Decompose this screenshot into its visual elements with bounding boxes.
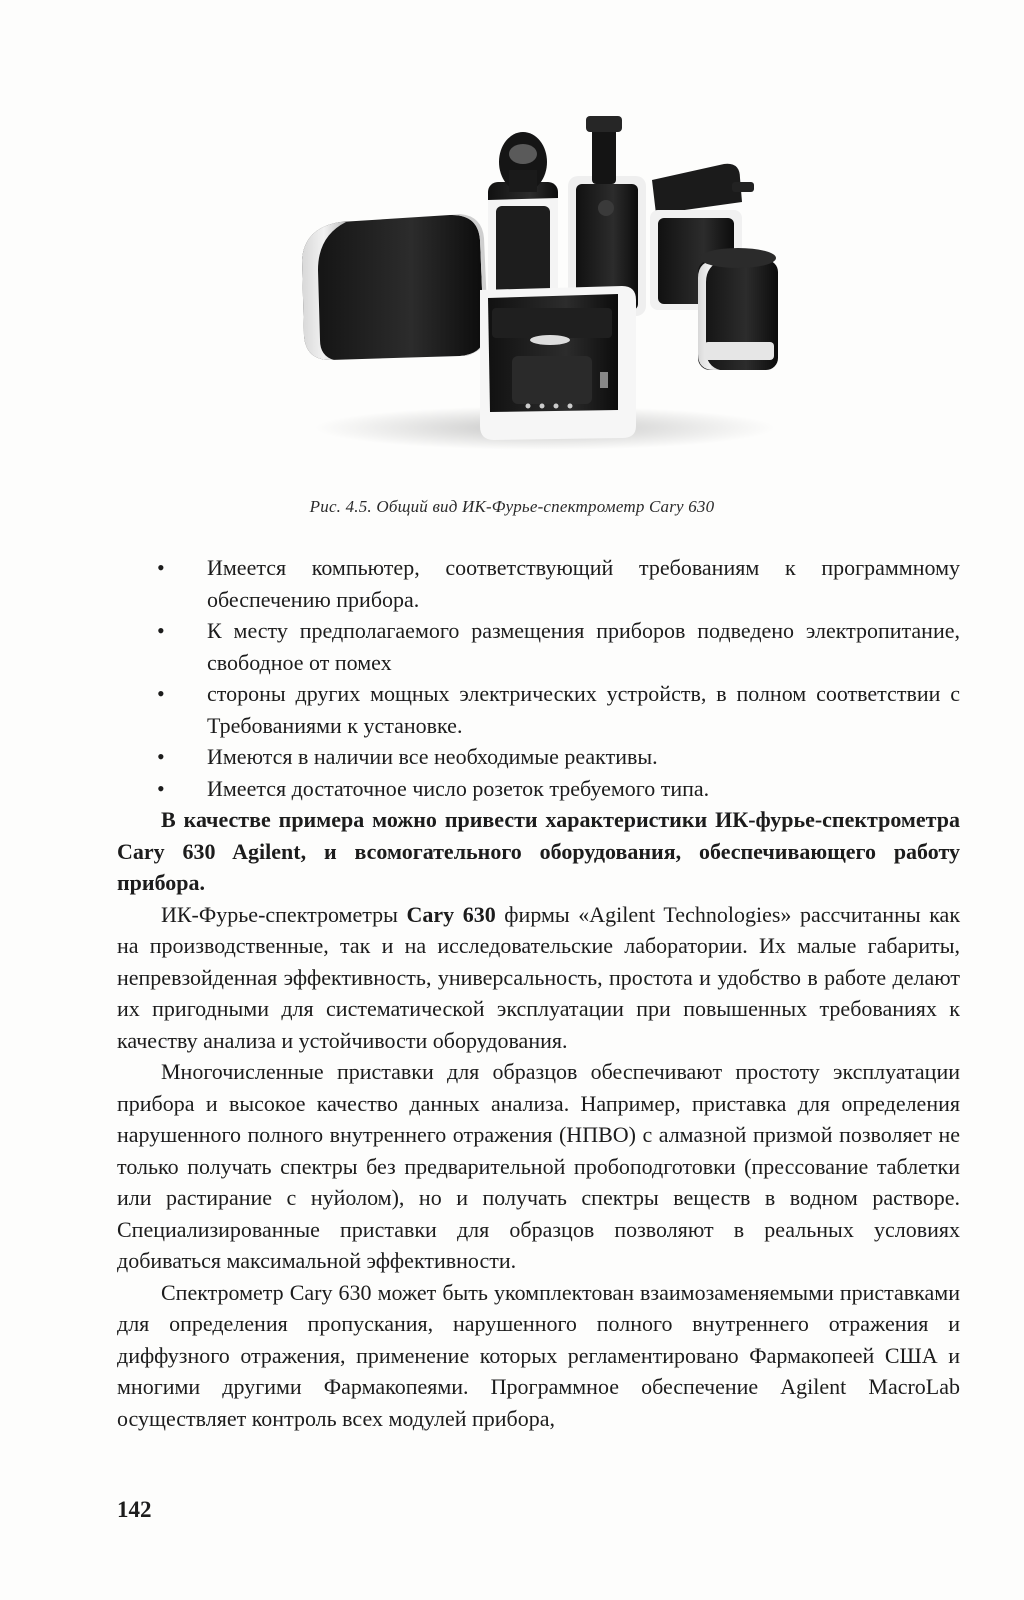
bullet-mark: • <box>157 618 165 643</box>
bullet-mark: • <box>157 681 165 706</box>
bullet-mark: • <box>157 775 165 801</box>
spectrometer-photo <box>300 110 790 450</box>
body-text <box>117 552 960 1434</box>
paragraph-sample-accessories: Многочисленные приставки для образцов обеспечивают простоту эксплуатации прибора и высокое качество данных анализа. Например, приставка для определения нарушенного полного внутреннего отражения (НПВО) с алмазной призмой позволяет не только получать спектры без предварительной пробоподготовки (прессование таблетки или растирание с нуйолом), но и получать спектры веществ в водном растворе. Специализированные приставки для образцов позволяют в реальных условиях добиваться максимальной эффективности. <box>117 1059 960 1273</box>
list-item-text: Имеются в наличии все необходимые реактивы. <box>207 744 658 769</box>
requirements-list <box>117 552 960 804</box>
paragraph-interchangeable-accessories: Спектрометр Cary 630 может быть укомплектован взаимозаменяемыми приставками для определения пропускания, нарушенного полного внутреннего отражения и диффузного отражения, применение которых регламентировано Фармакопеей США и многими другими Фармакопеями. Программное обеспечение Agilent MacroLab осуществляет контроль всех модулей прибора, <box>117 1279 960 1431</box>
list-item-text: К месту предполагаемого размещения приборов подведено электропитание, свободное от помех <box>207 618 960 675</box>
paragraph-cary-630-overview <box>117 899 960 1057</box>
central-base-unit <box>480 286 636 440</box>
bold-paragraph: В качестве примера можно привести характеристики ИК-фурье-спектрометра Cary 630 Agilent, и всомогательного оборудования, обеспечивающего работу прибора. <box>117 807 960 895</box>
left-module <box>302 214 488 360</box>
product-name: Cary 630 <box>406 901 496 927</box>
list-item <box>117 741 960 773</box>
right-front-module <box>698 248 778 370</box>
bullet-mark: • <box>157 555 165 580</box>
list-item-text: Имеется достаточное число розеток требуемого типа. <box>207 775 710 801</box>
tall-module-centre <box>568 116 646 316</box>
list-item-text: Имеется компьютер, соответствующий требованиям к программному обеспечению прибора. <box>207 555 960 612</box>
list-item <box>117 678 960 741</box>
spectrometer-photo-illustration <box>300 110 790 450</box>
list-item <box>117 773 960 805</box>
bullet-mark: • <box>157 744 165 769</box>
list-item <box>117 552 960 615</box>
page-number: 142 <box>117 1497 152 1522</box>
paragraph-text: ИК-Фурье-спектрометры <box>161 901 407 927</box>
figure-caption: Рис. 4.5. Общий вид ИК-Фурье-спектрометр Cary 630 <box>309 497 715 516</box>
list-item <box>117 615 960 678</box>
paragraph-text: фирмы «Agilent Technologies» рассчитанны как на производственные, так и на исследовательские лаборатории. Их малые габариты, непревзойденная эффективность, универсальность, простота и удобство в работе делают их пригодными для систематической эксплуатации при повышенных требованиях к качеству анализа и устойчивости оборудования. <box>117 901 961 1053</box>
list-item-text: стороны других мощных электрических устройств, в полном соответствии с Требованиями к установке. <box>207 681 960 738</box>
